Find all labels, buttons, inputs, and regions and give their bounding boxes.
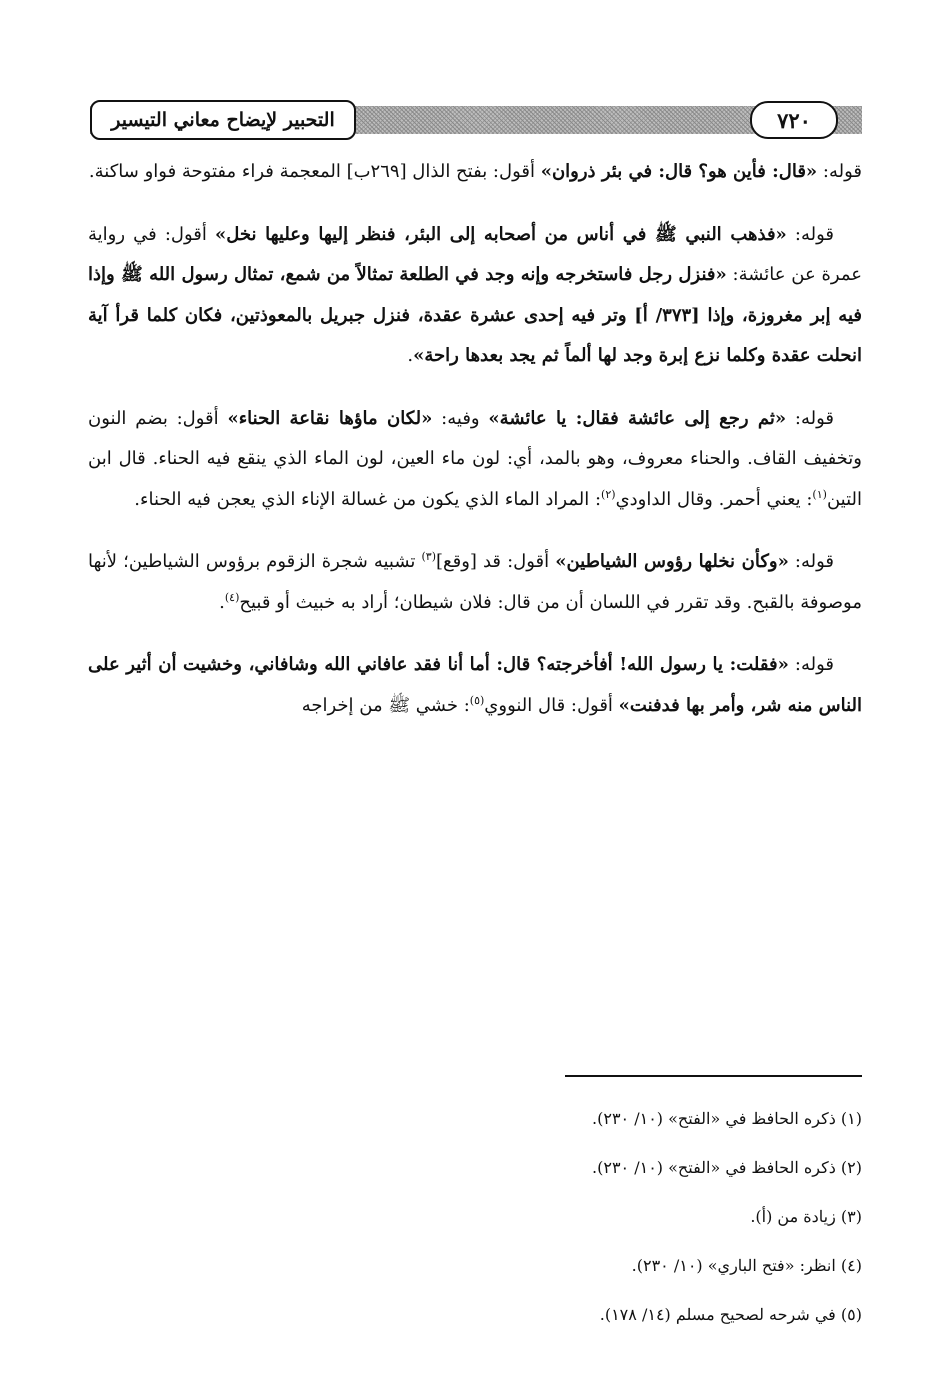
hadith-quote: «لكان ماؤها نقاعة الحناء»: [227, 407, 433, 429]
commentary-text: .: [219, 591, 225, 613]
paragraph-intro: قوله:: [817, 161, 862, 182]
main-text: [88, 152, 862, 748]
hadith-quote: «فذهب النبي ﷺ في أناس من أصحابه إلى البئر، فنظر إليها وعليها نخل»: [214, 223, 787, 245]
paragraph-intro: قوله:: [786, 407, 835, 429]
footnote-4: (٤) انظر: «فتح الباري» (١٠/ ٢٣٠).: [631, 1256, 862, 1275]
footnote-ref: (٥): [469, 693, 485, 707]
hadith-quote: «فقلت: يا رسول الله! أفأخرجته؟ قال: أما أنا فقد عافاني الله وشافاني، وخشيت أن أثير على الناس منه شر، وأمر بها فدفنت»: [88, 654, 862, 716]
commentary-text: : خشي ﷺ من إخراجه: [301, 694, 470, 716]
footnote-separator: [565, 1075, 862, 1077]
commentary-text: : المراد الماء الذي يكون من غسالة الإناء الذي يعجن فيه الحناء.: [134, 488, 602, 510]
footnote-ref: (٣): [421, 550, 436, 563]
paragraph-4: [88, 542, 862, 623]
commentary-text: وفيه:: [432, 407, 489, 429]
commentary-text: أقول: بفتح الذال [٢٦٩ب] المعجمة فراء مفتوحة فواو ساكنة.: [88, 161, 541, 182]
paragraph-1: [88, 152, 862, 193]
commentary-text: أقول: قد [وقع]: [436, 551, 556, 572]
running-header: [90, 98, 862, 142]
paragraph-5: [88, 645, 862, 726]
hadith-quote: «فنزل رجل فاستخرجه وإنه وجد في الطلعة تمثالاً من شمع، تمثال رسول الله ﷺ وإذا فيه إبر مغروزة، وإذا [٣٧٣/ أ] وتر فيه إحدى عشرة عقدة، فنزل جبريل بالمعوذتين، فكان كلما قرأ آية انحلت عقدة وكلما نزع إبرة وجد لها ألماً ثم يجد بعدها راحة»: [88, 264, 862, 366]
footnote-ref: (٢): [601, 487, 616, 501]
paragraph-3: [88, 399, 862, 521]
commentary-text: : يعني أحمر. وقال الداودي: [615, 488, 813, 510]
footnote-3: (٣) زيادة من (أ).: [750, 1207, 862, 1226]
footnote-ref: (٤): [224, 590, 240, 604]
paragraph-intro: قوله:: [788, 654, 834, 675]
commentary-text: أقول: بضم النون وتخفيف القاف. والحناء معروف، وهو بالمد، أي: لون ماء العين، لون الماء الذي ينقع فيه الحناء. قال ابن التين: [88, 407, 862, 510]
paragraph-2: [88, 215, 862, 377]
footnote-1: (١) ذكره الحافظ في «الفتح» (١٠/ ٢٣٠).: [592, 1109, 862, 1128]
hadith-quote: «قال: فأين هو؟ قال: في بئر ذروان»: [540, 161, 818, 182]
footnote-5: (٥) في شرحه لصحيح مسلم (١٤/ ١٧٨).: [599, 1305, 862, 1324]
footnotes: [88, 1107, 862, 1352]
commentary-text: .: [407, 345, 414, 366]
hadith-quote: «وكأن نخلها رؤوس الشياطين»: [555, 551, 789, 572]
commentary-text: أقول: في رواية عمرة عن عائشة:: [88, 223, 862, 285]
footnote-ref: (١): [812, 487, 827, 501]
hadith-quote: «ثم رجع إلى عائشة فقال: يا عائشة»: [488, 407, 787, 429]
book-title: التحبير لإيضاح معاني التيسير: [90, 100, 356, 140]
paragraph-intro: قوله:: [786, 223, 834, 245]
paragraph-intro: قوله:: [788, 551, 835, 572]
footnote-2: (٢) ذكره الحافظ في «الفتح» (١٠/ ٢٣٠).: [592, 1158, 862, 1177]
page-number: ٧٢٠: [750, 101, 838, 139]
commentary-text: تشبيه شجرة الزقوم برؤوس الشياطين؛ لأنها موصوفة بالقبح. وقد تقرر في اللسان أن من قال: فلان شيطان؛ أراد به خبيث أو قبيح: [88, 551, 862, 613]
commentary-text: أقول: قال النووي: [484, 694, 619, 716]
